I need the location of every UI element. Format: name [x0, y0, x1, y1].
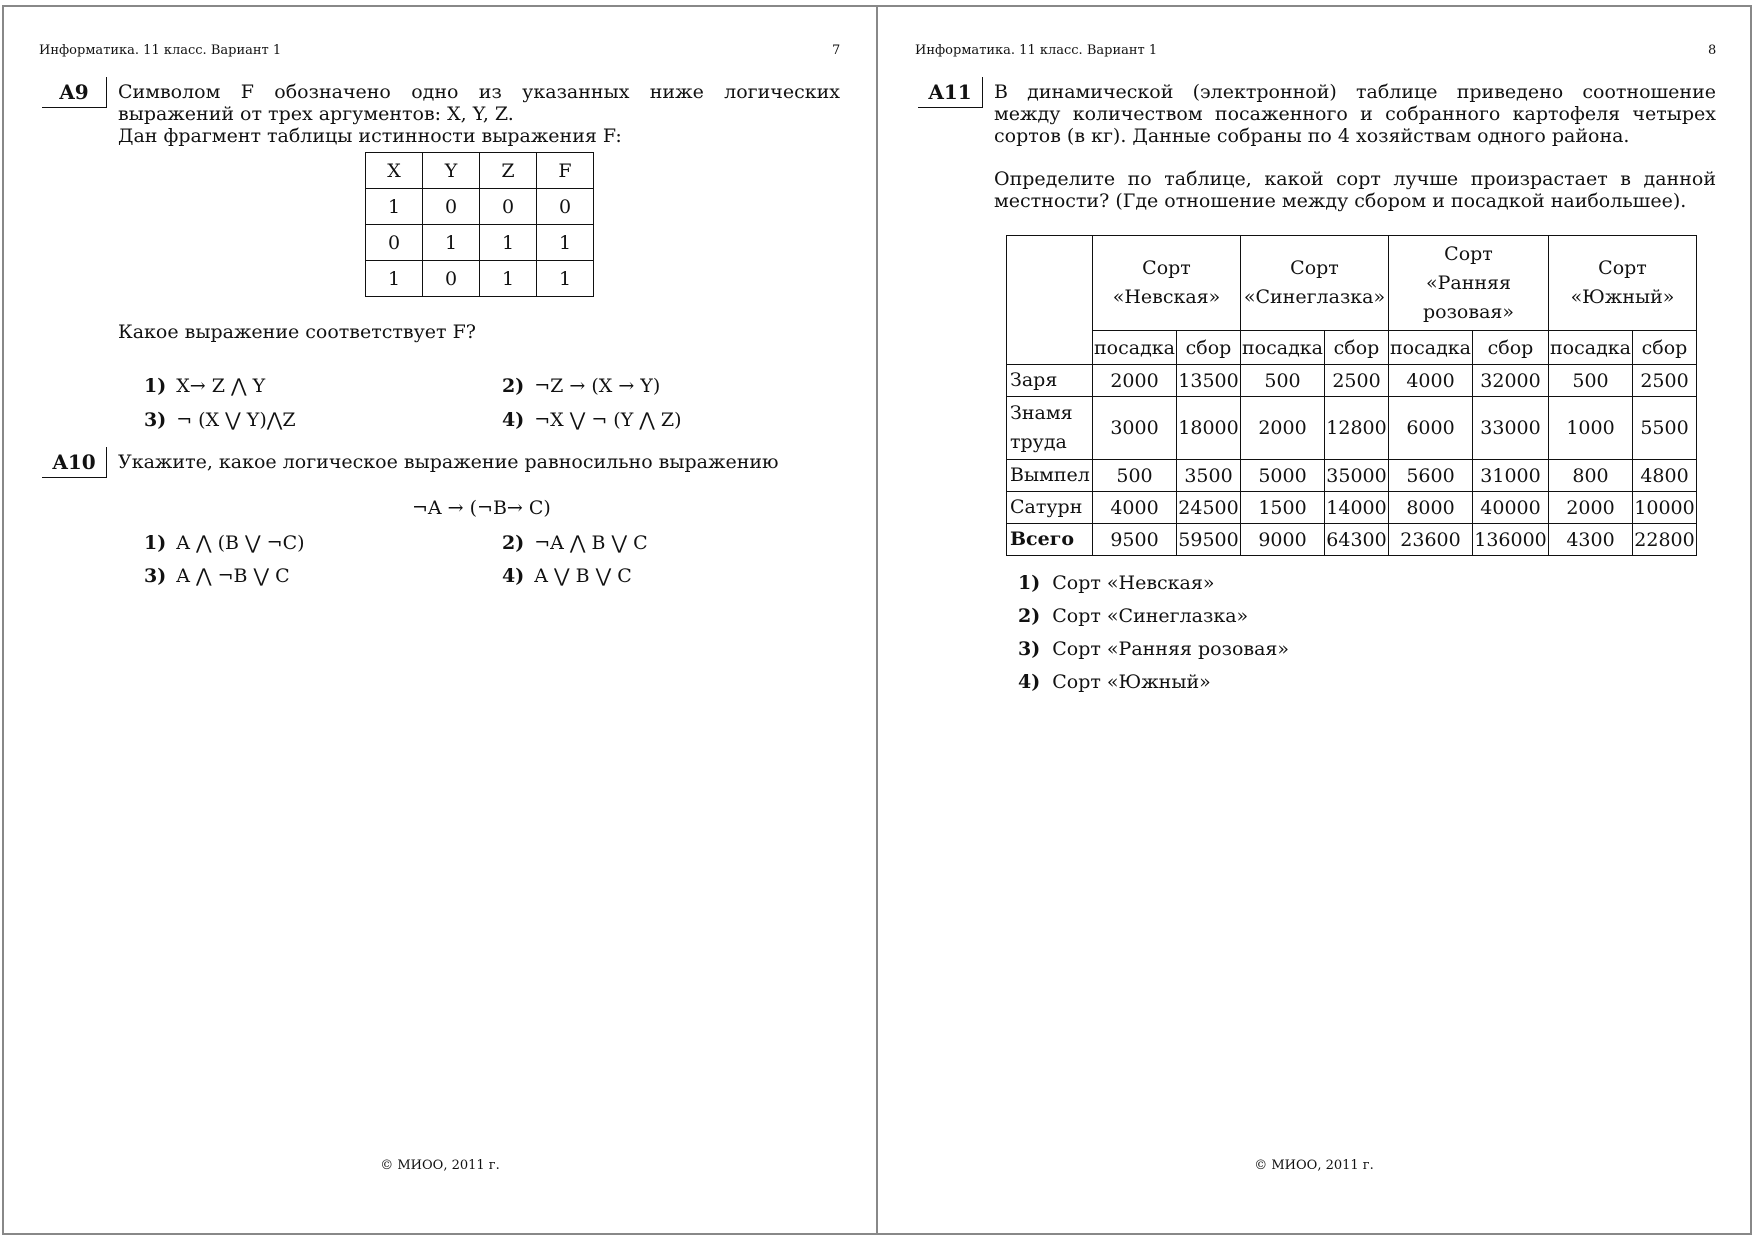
truth-table-cell: 1 — [537, 225, 594, 261]
variety-header-line: Сорт — [1290, 257, 1339, 279]
potato-table-cell: 3500 — [1177, 460, 1241, 492]
a11-answer-1[interactable]: 1) Сорт «Невская» — [1018, 572, 1215, 594]
potato-table-cell: 800 — [1549, 460, 1633, 492]
page-8 — [876, 5, 1752, 1235]
potato-table-cell: 2500 — [1633, 365, 1697, 397]
variety-header-line: Сорт — [1142, 257, 1191, 279]
potato-table-cell: 33000 — [1473, 397, 1549, 460]
potato-table-cell: 5500 — [1633, 397, 1697, 460]
sub-header-harvest: сбор — [1633, 331, 1697, 365]
page-header: Информатика. 11 класс. Вариант 1 — [915, 43, 1158, 58]
potato-table-cell: 1000 — [1549, 397, 1633, 460]
truth-table-cell: 0 — [423, 189, 480, 225]
sub-header-planting: посадка — [1093, 331, 1177, 365]
potato-table-row — [1007, 460, 1697, 492]
potato-table-cell: 1500 — [1241, 492, 1325, 524]
a9-question: Какое выражение соответствует F? — [118, 321, 476, 343]
potato-table-row — [1007, 397, 1697, 460]
truth-table-cell: 1 — [480, 225, 537, 261]
potato-table-corner — [1007, 236, 1093, 365]
page-number: 7 — [832, 43, 841, 58]
farm-name-line: Сатурн — [1010, 496, 1083, 518]
a10-formula: ¬A → (¬B→ C) — [412, 497, 551, 519]
variety-header-line: Сорт — [1444, 242, 1493, 265]
potato-table-cell: 9000 — [1241, 524, 1325, 556]
a10-text: Укажите, какое логическое выражение равносильно выражению — [118, 451, 779, 473]
sub-header-planting: посадка — [1389, 331, 1473, 365]
farm-name-line: Заря — [1010, 369, 1058, 391]
variety-header — [1241, 236, 1389, 331]
truth-table-header-cell: Z — [480, 153, 537, 189]
potato-table-cell: 13500 — [1177, 365, 1241, 397]
truth-table-header-cell: X — [366, 153, 423, 189]
potato-table-cell: 2000 — [1093, 365, 1177, 397]
potato-table-cell: 64300 — [1325, 524, 1389, 556]
potato-table-cell: 32000 — [1473, 365, 1549, 397]
potato-table-cell: 12800 — [1325, 397, 1389, 460]
a9-option-1[interactable]: 1) X→ Z ⋀ Y — [144, 375, 266, 397]
potato-table-cell: 2000 — [1549, 492, 1633, 524]
potato-table-cell: 6000 — [1389, 397, 1473, 460]
truth-table-row — [366, 189, 594, 225]
farm-name — [1007, 365, 1093, 397]
a9-option-3[interactable]: 3) ¬ (X ⋁ Y)⋀Z — [144, 409, 296, 431]
potato-table-cell: 3000 — [1093, 397, 1177, 460]
potato-table-cell: 35000 — [1325, 460, 1389, 492]
a10-option-3[interactable]: 3) A ⋀ ¬B ⋁ C — [144, 565, 290, 587]
a11-answers — [1018, 572, 1289, 704]
potato-table-cell: 500 — [1093, 460, 1177, 492]
potato-table-sub-row — [1007, 331, 1697, 365]
sub-header-harvest: сбор — [1325, 331, 1389, 365]
truth-table-cell: 0 — [537, 189, 594, 225]
potato-table-cell: 2000 — [1241, 397, 1325, 460]
truth-table — [365, 152, 594, 297]
variety-header-line: розовая» — [1422, 300, 1515, 323]
potato-table-cell: 59500 — [1177, 524, 1241, 556]
page-header: Информатика. 11 класс. Вариант 1 — [39, 43, 282, 58]
truth-table-cell: 1 — [537, 261, 594, 297]
variety-header-line: Сорт — [1598, 257, 1647, 279]
a9-option-2[interactable]: 2) ¬Z → (X → Y) — [502, 375, 661, 397]
farm-name — [1007, 397, 1093, 460]
a9-option-4[interactable]: 4) ¬X ⋁ ¬ (Y ⋀ Z) — [502, 409, 682, 431]
sub-header-planting: посадка — [1549, 331, 1633, 365]
potato-table-cell: 500 — [1549, 365, 1633, 397]
potato-table-cell: 23600 — [1389, 524, 1473, 556]
potato-table-cell: 24500 — [1177, 492, 1241, 524]
potato-table-cell: 4800 — [1633, 460, 1697, 492]
variety-header-line: «Ранняя — [1425, 271, 1512, 294]
truth-table-cell: 1 — [366, 189, 423, 225]
truth-table-cell: 0 — [366, 225, 423, 261]
farm-name-line: Вымпел — [1010, 464, 1090, 486]
truth-table-cell: 1 — [423, 225, 480, 261]
potato-table-cell: 136000 — [1473, 524, 1549, 556]
truth-table-header-cell: F — [537, 153, 594, 189]
a11-answer-4[interactable]: 4) Сорт «Южный» — [1018, 671, 1211, 693]
a11-p1-line2: между количеством посаженного и собранного картофеля четырех — [994, 103, 1716, 125]
truth-table-cell: 0 — [480, 189, 537, 225]
variety-header-line: «Южный» — [1570, 286, 1675, 308]
a11-p2-line2: местности? (Где отношение между сбором и посадкой наибольшее). — [994, 190, 1687, 212]
a10-option-4[interactable]: 4) A ⋁ B ⋁ C — [502, 565, 632, 587]
question-label-a11: A11 — [918, 77, 983, 108]
variety-header — [1549, 236, 1697, 331]
a11-p1-line3: сортов (в кг). Данные собраны по 4 хозяйствам одного района. — [994, 125, 1630, 147]
page-footer: © МИОО, 2011 г. — [1254, 1158, 1374, 1173]
a10-option-1[interactable]: 1) A ⋀ (B ⋁ ¬C) — [144, 532, 305, 554]
a11-answer-2[interactable]: 2) Сорт «Синеглазка» — [1018, 605, 1249, 627]
farm-name-line: Знамя — [1010, 402, 1073, 424]
farm-name — [1007, 492, 1093, 524]
a10-option-2[interactable]: 2) ¬A ⋀ B ⋁ C — [502, 532, 648, 554]
question-label-a9: A9 — [42, 77, 107, 108]
potato-table-row — [1007, 492, 1697, 524]
farm-name — [1007, 460, 1093, 492]
variety-header-line: «Синеглазка» — [1243, 286, 1386, 308]
sub-header-planting: посадка — [1241, 331, 1325, 365]
potato-table-cell: 8000 — [1389, 492, 1473, 524]
farm-name — [1007, 524, 1093, 556]
truth-table-row — [366, 225, 594, 261]
truth-table-cell: 0 — [423, 261, 480, 297]
potato-table-cell: 5000 — [1241, 460, 1325, 492]
truth-table-header — [366, 153, 594, 189]
variety-header — [1093, 236, 1241, 331]
potato-table — [1006, 235, 1697, 556]
sub-header-harvest: сбор — [1473, 331, 1549, 365]
potato-table-cell: 4000 — [1389, 365, 1473, 397]
truth-table-row — [366, 261, 594, 297]
potato-table-row — [1007, 524, 1697, 556]
potato-table-cell: 500 — [1241, 365, 1325, 397]
page-footer: © МИОО, 2011 г. — [380, 1158, 500, 1173]
a9-text-line1: Символом F обозначено одно из указанных ниже логических — [118, 81, 840, 103]
page-number: 8 — [1708, 43, 1717, 58]
sub-header-harvest: сбор — [1177, 331, 1241, 365]
question-label-a10: A10 — [42, 447, 107, 478]
potato-table-cell: 31000 — [1473, 460, 1549, 492]
potato-table-cell: 18000 — [1177, 397, 1241, 460]
potato-table-cell: 4300 — [1549, 524, 1633, 556]
potato-table-cell: 4000 — [1093, 492, 1177, 524]
truth-table-cell: 1 — [366, 261, 423, 297]
a11-p1-line1: В динамической (электронной) таблице приведено соотношение — [994, 81, 1716, 103]
a9-text-line2: выражений от трех аргументов: X, Y, Z. — [118, 103, 514, 125]
farm-name-line: Всего — [1010, 528, 1075, 550]
variety-header-line: «Невская» — [1112, 286, 1221, 308]
a11-p2-line1: Определите по таблице, какой сорт лучше произрастает в данной — [994, 168, 1716, 190]
potato-table-row — [1007, 365, 1697, 397]
page-7 — [2, 5, 878, 1235]
potato-table-variety-row — [1007, 236, 1697, 331]
potato-table-cell: 14000 — [1325, 492, 1389, 524]
farm-name-line: труда — [1010, 431, 1067, 453]
potato-table-cell: 2500 — [1325, 365, 1389, 397]
a9-text-line3: Дан фрагмент таблицы истинности выражения F: — [118, 125, 622, 147]
potato-table-cell: 40000 — [1473, 492, 1549, 524]
potato-table-cell: 10000 — [1633, 492, 1697, 524]
truth-table-cell: 1 — [480, 261, 537, 297]
potato-table-cell: 9500 — [1093, 524, 1177, 556]
variety-header — [1389, 236, 1549, 331]
potato-table-cell: 22800 — [1633, 524, 1697, 556]
truth-table-header-cell: Y — [423, 153, 480, 189]
a11-answer-3[interactable]: 3) Сорт «Ранняя розовая» — [1018, 638, 1290, 660]
potato-table-cell: 5600 — [1389, 460, 1473, 492]
